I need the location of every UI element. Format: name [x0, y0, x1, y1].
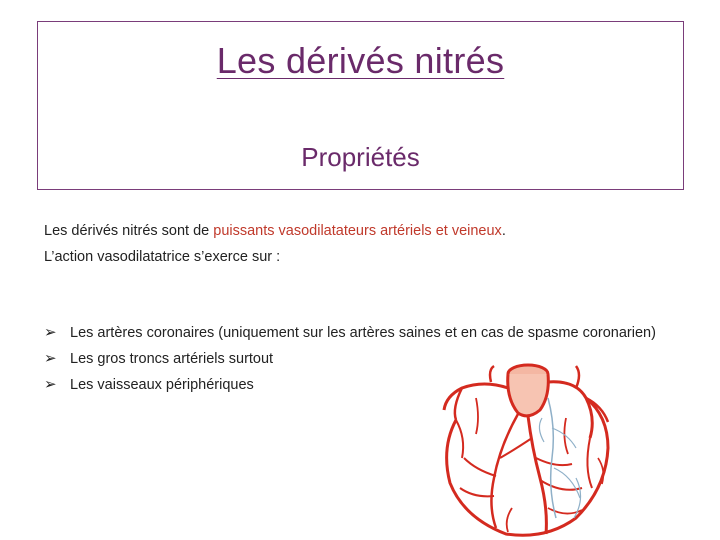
heart-coronary-illustration — [436, 358, 626, 540]
arrow-bullet-icon: ➢ — [44, 350, 57, 367]
bullet-item — [44, 322, 684, 344]
bullet-text: Les vaisseaux périphériques — [70, 377, 254, 393]
intro-highlight: puissants vasodilatateurs artériels et veineux — [213, 223, 502, 239]
intro-part1: Les dérivés nitrés sont de — [44, 223, 214, 239]
action-line: L’action vasodilatatrice s’exerce sur : — [44, 249, 281, 265]
slide-title: Les dérivés nitrés — [216, 40, 505, 81]
intro-text — [44, 218, 684, 270]
title-box — [37, 21, 684, 190]
intro-line — [44, 218, 684, 244]
bullet-text: Les gros troncs artériels surtout — [70, 351, 274, 367]
bullet-text: Les artères coronaires (uniquement sur les artères saines et en cas de spasme coronarien) — [70, 325, 656, 341]
intro-part2: . — [501, 223, 506, 239]
slide-subtitle: Propriétés — [301, 142, 420, 172]
arrow-bullet-icon: ➢ — [44, 324, 57, 341]
arrow-bullet-icon: ➢ — [44, 376, 57, 393]
